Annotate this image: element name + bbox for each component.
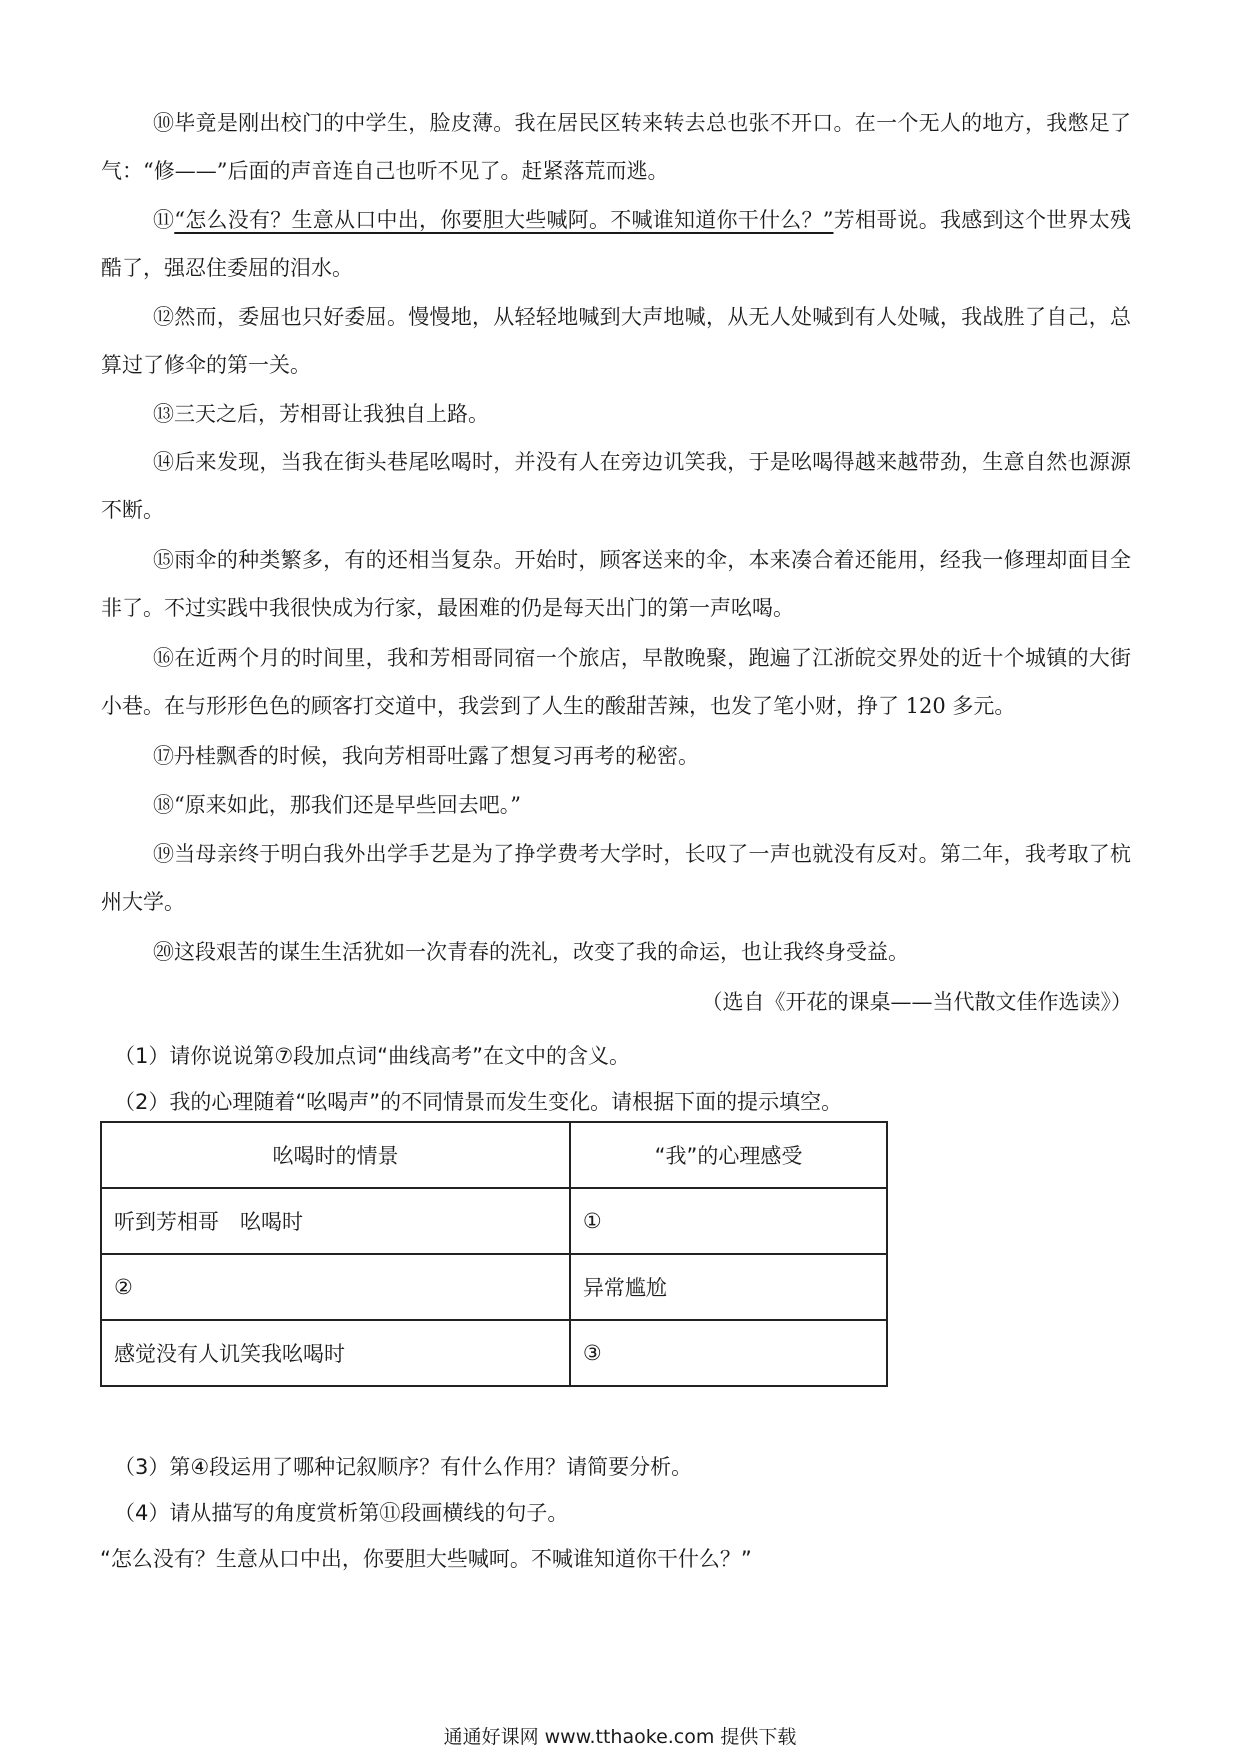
paragraph-number: ⑲ [153,842,175,866]
paragraph-text: 然而，委屈也只好委屈。慢慢地，从轻轻地喊到大声地喊，从无人处喊到有人处喊，我战胜了自己，总算过了修伞的第一关。 [101,305,1132,377]
paragraph-number: ⑱ [153,793,174,817]
question-1: （1）请你说说第⑦段加点词“曲线高考”在文中的含义。 [114,1044,630,1068]
table-cell: 感觉没有人讥笑我吆喝时 [101,1320,570,1386]
paragraph-20 [101,928,1131,976]
paragraph-text: 芳相哥说。我感到这个世界太残酷了，强忍住委屈的泪水。 [101,208,1132,280]
paragraph-14 [101,438,1131,534]
table-header-row [101,1122,887,1188]
question-4: （4）请从描写的角度赏析第⑪段画横线的句子。 [114,1501,569,1525]
paragraph-number: ⑩ [153,111,175,135]
table-row [101,1254,887,1320]
paragraph-18 [101,781,1131,829]
paragraph-text: 雨伞的种类繁多，有的还相当复杂。开始时，顾客送来的伞，本来凑合着还能用，经我一修理却面目全非了。不过实践中我很快成为行家，最困难的仍是每天出门的第一声吆喝。 [101,548,1132,620]
question-2: （2）我的心理随着“吆喝声”的不同情景而发生变化。请根据下面的提示填空。 [114,1090,843,1114]
source-citation: （选自《开花的课桌——当代散文佳作选读》） [701,990,1132,1014]
table-row [101,1320,887,1386]
table-cell: 听到芳相哥 吆喝时 [101,1188,570,1254]
paragraph-16 [101,634,1131,730]
paragraph-number: ⑭ [153,450,175,474]
underlined-sentence: “怎么没有？生意从口中出，你要胆大些喊阿。不喊谁知道你干什么？” [174,208,834,232]
paragraph-number: ⑮ [153,548,175,572]
table-cell: 异常尴尬 [570,1254,887,1320]
table-cell: ② [101,1254,570,1320]
paragraph-number: ⑰ [153,744,174,768]
paragraph-text: 在近两个月的时间里，我和芳相哥同宿一个旅店，早散晚聚，跑遍了江浙皖交界处的近十个城镇的大街小巷。在与形形色色的顾客打交道中，我尝到了人生的酸甜苦辣，也发了笔小财，挣了 120 多元。 [101,646,1132,718]
paragraph-19 [101,830,1131,926]
paragraph-13 [101,390,1131,438]
paragraph-text: “原来如此，那我们还是早些回去吧。” [174,793,521,817]
paragraph-10 [101,99,1131,195]
page-footer: 通通好课网 www.tthaoke.com 提供下载 [443,1726,797,1748]
paragraph-number: ⑫ [153,305,175,329]
paragraph-text: 当母亲终于明白我外出学手艺是为了挣学费考大学时，长叹了一声也就没有反对。第二年，我考取了杭州大学。 [101,842,1132,914]
table-cell: ③ [570,1320,887,1386]
paragraph-number: ⑪ [153,208,175,232]
paragraph-text: 毕竟是刚出校门的中学生，脸皮薄。我在居民区转来转去总也张不开口。在一个无人的地方，我憋足了气：“修——”后面的声音连自己也听不见了。赶紧落荒而逃。 [101,111,1132,183]
table-header-cell: “我”的心理感受 [570,1122,887,1188]
paragraph-number: ⑳ [153,940,174,964]
table-cell: ① [570,1188,887,1254]
paragraph-12 [101,293,1131,389]
paragraph-text: 后来发现，当我在街头巷尾吆喝时，并没有人在旁边讥笑我，于是吆喝得越来越带劲，生意自然也源源不断。 [101,450,1132,522]
paragraph-text: 这段艰苦的谋生生活犹如一次青春的洗礼，改变了我的命运，也让我终身受益。 [174,940,909,964]
paragraph-number: ⑯ [153,646,175,670]
table-header-cell: 吆喝时的情景 [101,1122,570,1188]
paragraph-number: ⑬ [153,402,174,426]
paragraph-17 [101,732,1131,780]
fill-in-table [100,1121,888,1387]
question-3: （3）第④段运用了哪种记叙顺序？有什么作用？请简要分析。 [114,1455,693,1479]
paragraph-text: 三天之后，芳相哥让我独自上路。 [174,402,489,426]
table-row [101,1188,887,1254]
question-4-quote: “怎么没有？生意从口中出，你要胆大些喊呵。不喊谁知道你干什么？” [100,1547,752,1571]
paragraph-text: 丹桂飘香的时候，我向芳相哥吐露了想复习再考的秘密。 [174,744,699,768]
paragraph-15 [101,536,1131,632]
paragraph-11 [101,196,1131,292]
